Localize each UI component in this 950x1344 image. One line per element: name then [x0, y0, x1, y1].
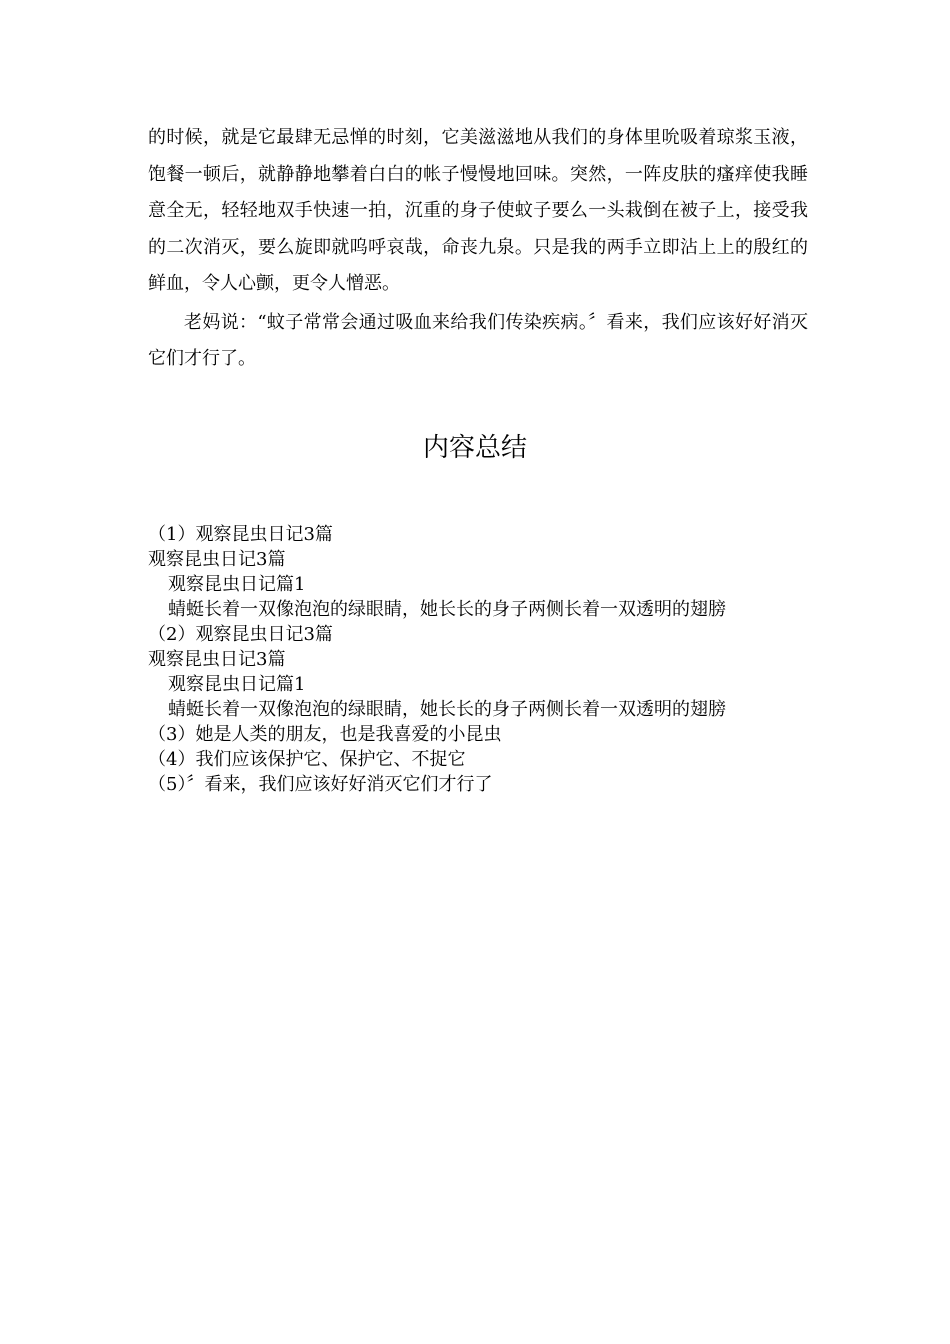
summary-line: （3）她是人类的朋友，也是我喜爱的小昆虫 — [148, 724, 502, 745]
summary-line: （4）我们应该保护它、保护它、不捉它 — [148, 749, 466, 770]
body-paragraph-1: 的时候，就是它最肆无忌惮的时刻，它美滋滋地从我们的身体里吮吸着琼浆玉液，饱餐一顿后，就静静地攀着白白的帐子慢慢地回味。突然，一阵皮肤的瘙痒使我睡意全无，轻轻地双手快速一拍，沉重的身子使蚊子要么一头栽倒在被子上，接受我的二次消灭，要么旋即就呜呼哀哉，命丧九泉。只是我的两手立即沾上上的殷红的鲜血，令人心颤，更令人憎恶。 — [148, 127, 808, 294]
summary-line: 蜻蜓长着一双像泡泡的绿眼睛，她长长的身子两侧长着一双透明的翅膀 — [168, 699, 726, 720]
body-text — [148, 120, 808, 378]
summary-list — [148, 522, 798, 797]
summary-line: 观察昆虫日记篇1 — [168, 674, 306, 695]
summary-line: 观察昆虫日记篇1 — [168, 574, 306, 595]
summary-line: 观察昆虫日记3篇 — [148, 649, 286, 670]
summary-title: 内容总结 — [422, 433, 527, 463]
summary-line: 观察昆虫日记3篇 — [148, 549, 286, 570]
summary-line: （2）观察昆虫日记3篇 — [148, 624, 333, 645]
body-paragraph-2: 老妈说：“蚊子常常会通过吸血来给我们传染疾病。〞看来，我们应该好好消灭它们才行了。 — [148, 311, 808, 369]
summary-line: （5）〞看来，我们应该好好消灭它们才行了 — [148, 774, 493, 795]
summary-line: （1）观察昆虫日记3篇 — [148, 524, 333, 545]
summary-line: 蜻蜓长着一双像泡泡的绿眼睛，她长长的身子两侧长着一双透明的翅膀 — [168, 599, 726, 620]
